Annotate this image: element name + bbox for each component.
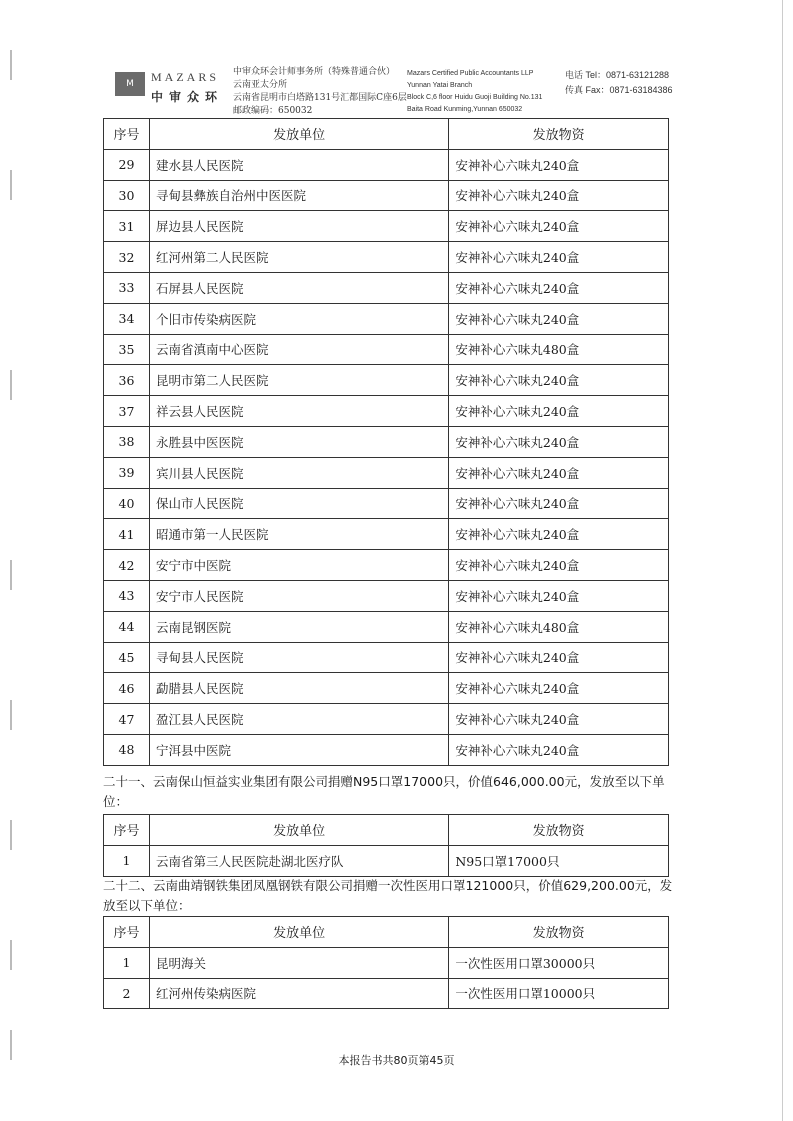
table-row xyxy=(104,580,669,611)
distribution-table-3 xyxy=(103,916,669,1009)
row-unit: 云南省滇南中心医院 xyxy=(149,334,448,365)
row-unit: 盈江县人民医院 xyxy=(149,704,448,735)
row-unit: 红河州第二人民医院 xyxy=(149,242,448,273)
row-index: 41 xyxy=(104,519,150,550)
row-unit: 寻甸县彝族自治州中医医院 xyxy=(149,180,448,211)
row-unit: 石屏县人民医院 xyxy=(149,272,448,303)
table-row xyxy=(104,272,669,303)
row-index: 1 xyxy=(104,947,150,978)
row-index: 2 xyxy=(104,978,150,1009)
row-goods: 一次性医用口罩10000只 xyxy=(449,978,669,1009)
row-index: 44 xyxy=(104,611,150,642)
row-index: 29 xyxy=(104,149,150,180)
row-unit: 祥云县人民医院 xyxy=(149,396,448,427)
row-unit: 寻甸县人民医院 xyxy=(149,642,448,673)
row-goods: 安神补心六味丸240盒 xyxy=(449,673,669,704)
row-unit: 云南昆钢医院 xyxy=(149,611,448,642)
section-22-text: 二十二、云南曲靖钢铁集团凤凰钢铁有限公司捐赠一次性医用口罩121000只，价值629,200.00元，发放至以下单位： xyxy=(103,878,673,913)
row-unit: 个旧市传染病医院 xyxy=(149,303,448,334)
logo-text: MAZARS xyxy=(151,70,220,84)
table-row xyxy=(104,519,669,550)
row-goods: 安神补心六味丸240盒 xyxy=(449,303,669,334)
table-row xyxy=(104,642,669,673)
row-index: 42 xyxy=(104,550,150,581)
distribution-table-1 xyxy=(103,118,669,766)
table-row xyxy=(104,550,669,581)
row-unit: 昆明海关 xyxy=(149,947,448,978)
row-unit: 红河州传染病医院 xyxy=(149,978,448,1009)
page-edge-line xyxy=(782,0,783,1121)
table-row xyxy=(104,845,669,876)
row-goods: N95口罩17000只 xyxy=(449,845,669,876)
row-unit: 保山市人民医院 xyxy=(149,488,448,519)
row-index: 31 xyxy=(104,211,150,242)
distribution-table-2 xyxy=(103,814,669,877)
row-index: 32 xyxy=(104,242,150,273)
table-row xyxy=(104,211,669,242)
table-header-row xyxy=(104,815,669,846)
table-row xyxy=(104,734,669,765)
row-goods: 安神补心六味丸240盒 xyxy=(449,272,669,303)
table-row xyxy=(104,457,669,488)
row-index: 39 xyxy=(104,457,150,488)
row-unit: 昆明市第二人民医院 xyxy=(149,365,448,396)
row-index: 43 xyxy=(104,580,150,611)
row-index: 36 xyxy=(104,365,150,396)
header-unit: 发放单位 xyxy=(149,917,448,948)
row-index: 40 xyxy=(104,488,150,519)
row-goods: 安神补心六味丸480盒 xyxy=(449,611,669,642)
row-unit: 云南省第三人民医院赴湖北医疗队 xyxy=(149,845,448,876)
table-row xyxy=(104,488,669,519)
header-goods: 发放物资 xyxy=(449,917,669,948)
header-idx: 序号 xyxy=(104,119,150,150)
row-goods: 安神补心六味丸240盒 xyxy=(449,580,669,611)
table-header-row xyxy=(104,119,669,150)
row-index: 37 xyxy=(104,396,150,427)
header-unit: 发放单位 xyxy=(149,119,448,150)
table-row xyxy=(104,611,669,642)
phone-number: 电话 Tel：0871-63121288 xyxy=(565,70,670,80)
table-row xyxy=(104,149,669,180)
row-goods: 安神补心六味丸240盒 xyxy=(449,396,669,427)
header-idx: 序号 xyxy=(104,815,150,846)
letterhead-en: Mazars Certified Public Accountants LLP Yunnan Yatai Branch Block C,6 floor Huidu Guoji Building No.131 Baita Road Kunming,Yunnan 650032 xyxy=(407,70,543,113)
letterhead-contact xyxy=(565,68,673,98)
row-goods: 安神补心六味丸240盒 xyxy=(449,519,669,550)
table-row xyxy=(104,334,669,365)
page-footer: 本报告书共80页第45页 xyxy=(338,1054,455,1067)
row-index: 45 xyxy=(104,642,150,673)
row-unit: 安宁市人民医院 xyxy=(149,580,448,611)
row-index: 34 xyxy=(104,303,150,334)
row-goods: 一次性医用口罩30000只 xyxy=(449,947,669,978)
row-unit: 屏边县人民医院 xyxy=(149,211,448,242)
table-row xyxy=(104,947,669,978)
row-goods: 安神补心六味丸240盒 xyxy=(449,426,669,457)
row-index: 38 xyxy=(104,426,150,457)
row-goods: 安神补心六味丸240盒 xyxy=(449,704,669,735)
letterhead-cn: 中审众环会计师事务所（特殊普通合伙） 云南亚太分所 云南省昆明市白塔路131号汇都国际C座6层 邮政编码：650032 xyxy=(233,67,407,116)
table-row xyxy=(104,303,669,334)
row-unit: 建水县人民医院 xyxy=(149,149,448,180)
row-index: 47 xyxy=(104,704,150,735)
row-goods: 安神补心六味丸480盒 xyxy=(449,334,669,365)
row-goods: 安神补心六味丸240盒 xyxy=(449,365,669,396)
table-row xyxy=(104,365,669,396)
table-row xyxy=(104,426,669,457)
fax-number: 传真 Fax：0871-63184386 xyxy=(565,85,673,95)
row-goods: 安神补心六味丸240盒 xyxy=(449,488,669,519)
table-row xyxy=(104,704,669,735)
row-index: 35 xyxy=(104,334,150,365)
table-row xyxy=(104,396,669,427)
row-unit: 安宁市中医院 xyxy=(149,550,448,581)
binding-marks xyxy=(8,40,22,1080)
row-goods: 安神补心六味丸240盒 xyxy=(449,457,669,488)
header-goods: 发放物资 xyxy=(449,815,669,846)
row-goods: 安神补心六味丸240盒 xyxy=(449,149,669,180)
row-index: 48 xyxy=(104,734,150,765)
row-unit: 宾川县人民医院 xyxy=(149,457,448,488)
row-index: 1 xyxy=(104,845,150,876)
row-index: 46 xyxy=(104,673,150,704)
table-row xyxy=(104,242,669,273)
mazars-logo-icon: M xyxy=(115,72,145,96)
table-header-row xyxy=(104,917,669,948)
row-goods: 安神补心六味丸240盒 xyxy=(449,734,669,765)
letterhead xyxy=(115,66,675,118)
row-index: 33 xyxy=(104,272,150,303)
section-21-text: 二十一、云南保山恒益实业集团有限公司捐赠N95口罩17000只，价值646,000.00元，发放至以下单位： xyxy=(103,774,665,809)
row-index: 30 xyxy=(104,180,150,211)
table-row xyxy=(104,673,669,704)
row-unit: 昭通市第一人民医院 xyxy=(149,519,448,550)
header-idx: 序号 xyxy=(104,917,150,948)
row-goods: 安神补心六味丸240盒 xyxy=(449,550,669,581)
row-goods: 安神补心六味丸240盒 xyxy=(449,180,669,211)
table-row xyxy=(104,180,669,211)
header-goods: 发放物资 xyxy=(449,119,669,150)
row-unit: 永胜县中医医院 xyxy=(149,426,448,457)
row-unit: 宁洱县中医院 xyxy=(149,734,448,765)
row-unit: 勐腊县人民医院 xyxy=(149,673,448,704)
row-goods: 安神补心六味丸240盒 xyxy=(449,642,669,673)
header-unit: 发放单位 xyxy=(149,815,448,846)
row-goods: 安神补心六味丸240盒 xyxy=(449,242,669,273)
table-row xyxy=(104,978,669,1009)
logo-cn: 中审众环 xyxy=(151,90,224,104)
row-goods: 安神补心六味丸240盒 xyxy=(449,211,669,242)
